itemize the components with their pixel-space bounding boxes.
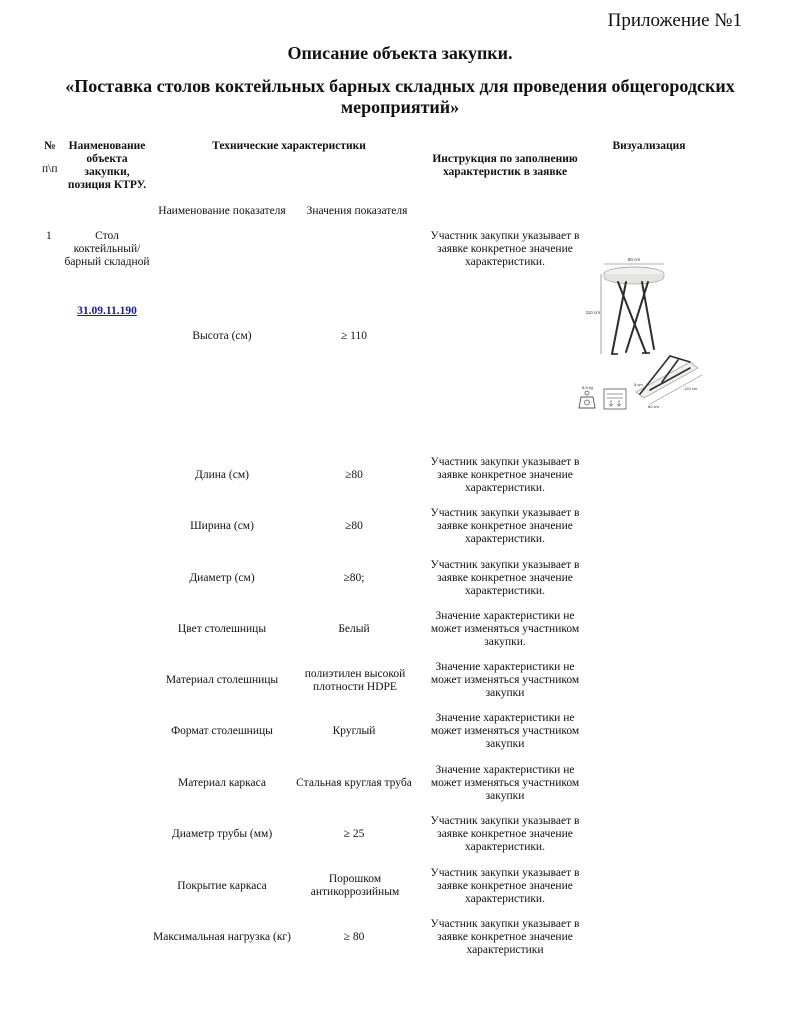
row-indicator: Высота (см) [192,330,252,342]
document-subtitle: «Поставка столов коктейльных барных складных для проведения общегородских мероприятий» [65,76,735,117]
row-indicator: Покрытие каркаса [177,880,267,892]
header-num-pp: п\п [42,163,58,175]
row-indicator: Цвет столешницы [177,623,267,635]
row-value: Белый [338,623,370,635]
header-object-name: Наименование объекта закупки, позиция КТРУ. [67,140,147,191]
appendix-label: Приложение №1 [607,10,742,31]
row-value: ≥ 80 [343,931,365,943]
row-value: Стальная круглая труба [296,777,412,789]
table-legs-icon [612,282,654,354]
header-num-sign: № [44,140,56,152]
row-value: Порошком антикоррозийным [310,873,400,898]
row-instruction: Значение характеристики не может изменяться участником закупки. [430,610,580,648]
row-indicator: Формат столешницы [171,725,273,737]
depth-label: 5 cm [634,382,643,387]
row-value: ≥80; [343,572,365,584]
row-value: ≥ 110 [340,330,367,342]
folded-table-icon [634,356,702,409]
weight-label: 8.5 kg [582,385,593,390]
item-name: Стол коктейльный/ барный складной [64,230,150,268]
length-label: 120 cm [684,386,698,391]
subheader-indicator: Наименование показателя [158,205,286,217]
row-indicator: Длина (см) [195,469,249,481]
row-instruction: Участник закупки указывает в заявке конкретное значение характеристики. [430,456,580,494]
row-instruction: Участник закупки указывает в заявке конкретное значение характеристики. [430,867,580,905]
row-value: полиэтилен высокой плотности HDPE [304,668,406,693]
header-instruction: Инструкция по заполнению характеристик в заявке [432,153,578,178]
header-tech-specs: Технические характеристики [212,140,366,152]
row-instruction: Участник закупки указывает в заявке конкретное значение характеристики [430,918,580,956]
width-label: 80 cm [648,404,659,409]
subheader-value: Значения показателя [306,205,408,217]
row-instruction: Значение характеристики не может изменяться участником закупки [430,764,580,802]
row-value: ≥ 25 [343,828,365,840]
height-label: 110 cm [585,310,600,315]
document-title: Описание объекта закупки. [287,43,513,63]
row-instruction: Значение характеристики не может изменяться участником закупки [430,661,580,699]
row-indicator: Диаметр трубы (мм) [171,828,273,840]
row-indicator: Материал каркаса [177,777,267,789]
row-value: ≥80 [345,520,363,532]
item-number: 1 [46,230,52,242]
stacking-icon [604,389,626,409]
row-indicator: Материал столешницы [165,674,279,686]
row-indicator: Диаметр (см) [189,572,255,584]
ktru-code-link[interactable]: 31.09.11.190 [77,305,137,317]
row-value: Круглый [332,725,376,737]
table-top-edge [604,274,664,284]
row-indicator: Максимальная нагрузка (кг) [153,931,291,943]
row-indicator: Ширина (см) [190,520,254,532]
row-value: ≥80 [345,469,363,481]
table-product-image [578,244,718,420]
row-instruction: Участник закупки указывает в заявке конкретное значение характеристики. [430,507,580,545]
item-first-instruction: Участник закупки указывает в заявке конкретное значение характеристики. [430,230,580,268]
header-visualization: Визуализация [612,140,686,152]
header-num [44,140,64,176]
row-instruction: Значение характеристики не может изменяться участником закупки [430,712,580,750]
weight-icon [579,385,595,408]
diameter-label: 80 cm [627,257,641,262]
row-instruction: Участник закупки указывает в заявке конкретное значение характеристики. [430,815,580,853]
row-instruction: Участник закупки указывает в заявке конкретное значение характеристики. [430,559,580,597]
